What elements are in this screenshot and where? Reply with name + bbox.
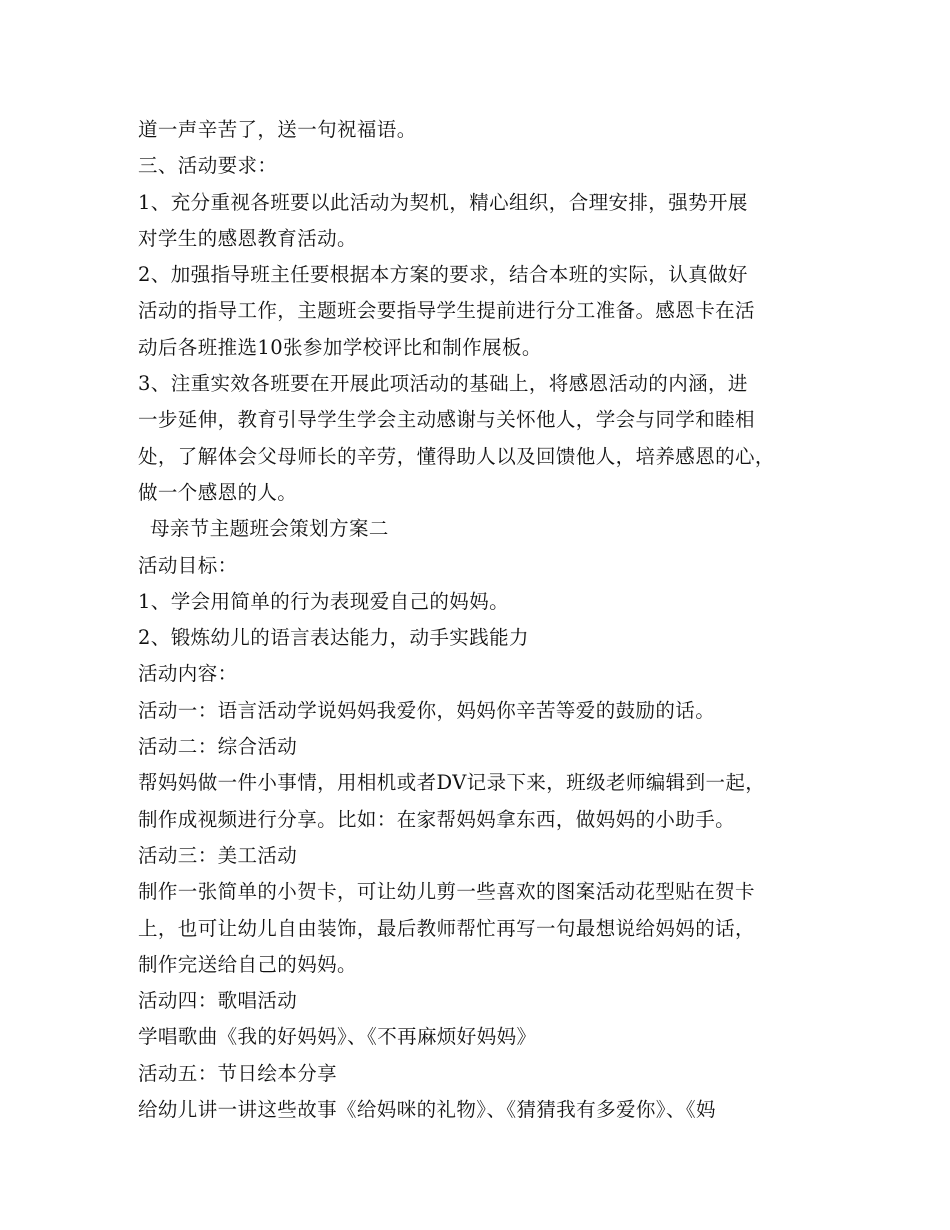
text-line: 做一个感恩的人。 [138,480,298,504]
text-line: 制作一张简单的小贺卡，可让幼儿剪一些喜欢的图案活动花型贴在贺卡 [138,880,755,904]
text-line: 道一声辛苦了，送一句祝福语。 [138,118,417,141]
text-line: 上，也可让幼儿自由装饰，最后教师帮忙再写一句最想说给妈妈的话， [138,916,755,940]
text-line: 2、加强指导班主任要根据本方案的要求，结合本班的实际，认真做好 [138,263,748,287]
text-line: 一步延伸，教育引导学生学会主动感谢与关怀他人，学会与同学和睦相 [138,408,755,432]
text-line: 动后各班推选10张参加学校评比和制作展板。 [138,335,542,359]
activity-heading: 活动二：综合活动 [138,735,298,759]
section-heading: 三、活动要求： [138,154,278,178]
text-line: 学唱歌曲《我的好妈妈》、《不再麻烦好妈妈》 [138,1025,537,1049]
activity-heading: 活动四：歌唱活动 [138,989,298,1013]
section-heading: 活动内容： [138,662,238,686]
section-heading: 活动目标： [138,553,238,577]
text-line: 给幼儿讲一讲这些故事《给妈咪的礼物》、《猜猜我有多爱你》、《妈 [138,1098,716,1122]
text-line: 对学生的感恩教育活动。 [138,226,357,250]
text-line: 活动的指导工作，主题班会要指导学生提前进行分工准备。感恩卡在活 [138,299,755,323]
text-line: 制作完送给自己的妈妈。 [138,952,357,976]
text-line: 2、锻炼幼儿的语言表达能力，动手实践能力 [138,626,529,650]
plan-title: 母亲节主题班会策划方案二 [150,517,389,541]
text-line: 1、学会用简单的行为表现爱自己的妈妈。 [138,589,510,613]
text-line: 3、注重实效各班要在开展此项活动的基础上，将感恩活动的内涵，进 [138,372,748,396]
activity-heading: 活动五：节日绘本分享 [138,1061,338,1085]
document-body [138,112,838,1128]
text-line: 帮妈妈做一件小事情，用相机或者DV记录下来，班级老师编辑到一起， [138,771,766,795]
text-line: 活动一：语言活动学说妈妈我爱你，妈妈你辛苦等爱的鼓励的话。 [138,698,716,722]
text-line: 1、充分重视各班要以此活动为契机，精心组织，合理安排，强势开展 [138,190,748,214]
text-line: 制作成视频进行分享。比如：在家帮妈妈拿东西，做妈妈的小助手。 [138,807,736,831]
text-line: 处，了解体会父母师长的辛劳，懂得助人以及回馈他人，培养感恩的心， [138,444,775,468]
activity-heading: 活动三：美工活动 [138,843,298,867]
